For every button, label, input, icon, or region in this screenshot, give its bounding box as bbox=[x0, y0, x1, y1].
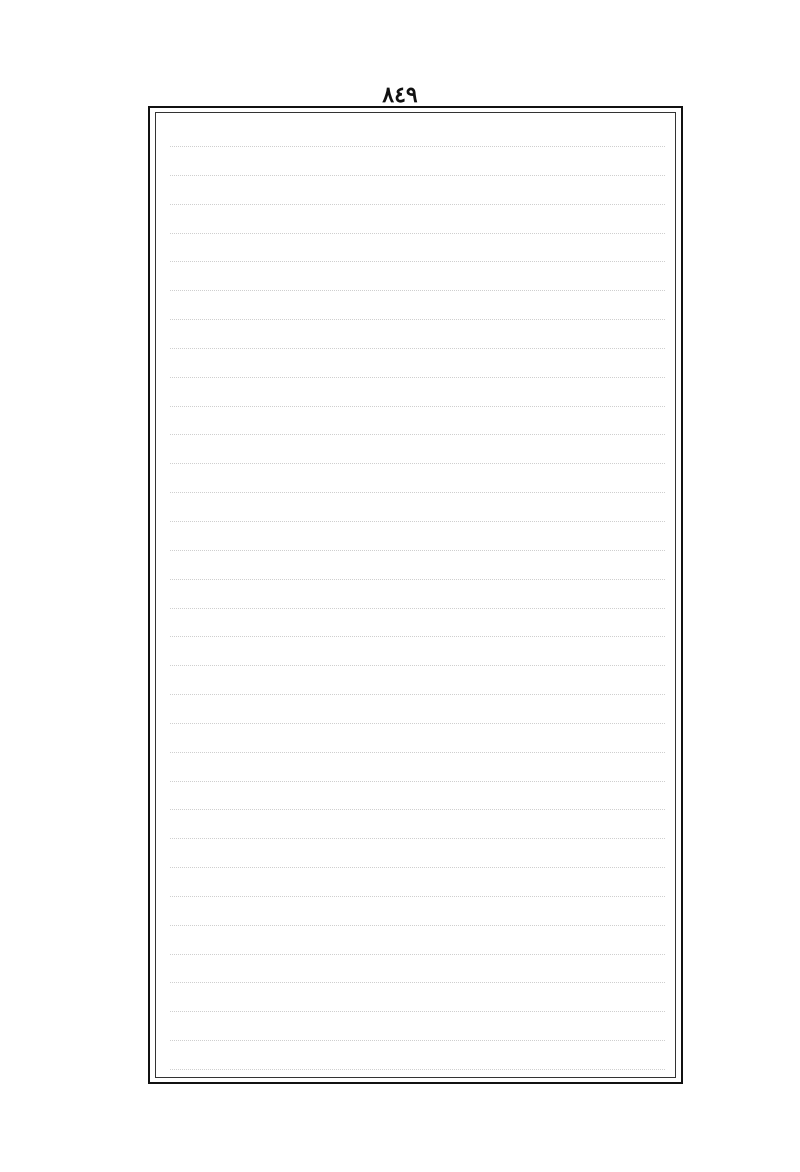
text-line bbox=[170, 149, 665, 176]
text-line bbox=[170, 235, 665, 262]
text-line bbox=[170, 928, 665, 955]
text-line bbox=[170, 1043, 665, 1070]
text-line bbox=[170, 1014, 665, 1041]
text-line bbox=[170, 812, 665, 839]
text-line bbox=[170, 322, 665, 349]
text-line bbox=[170, 697, 665, 724]
text-line bbox=[170, 783, 665, 810]
text-line bbox=[170, 207, 665, 234]
text-line bbox=[170, 841, 665, 868]
text-line bbox=[170, 610, 665, 637]
text-line bbox=[170, 437, 665, 464]
text-line bbox=[170, 466, 665, 493]
text-line bbox=[170, 553, 665, 580]
main-text bbox=[170, 120, 665, 1070]
text-line bbox=[170, 639, 665, 666]
text-line bbox=[170, 524, 665, 551]
text-line bbox=[170, 956, 665, 983]
text-line bbox=[170, 582, 665, 609]
text-line bbox=[170, 985, 665, 1012]
text-line bbox=[170, 120, 665, 147]
page-number: ٨٤٩ bbox=[382, 82, 418, 108]
text-line bbox=[170, 178, 665, 205]
text-line bbox=[170, 899, 665, 926]
text-line bbox=[170, 293, 665, 320]
text-line bbox=[170, 351, 665, 378]
text-line bbox=[170, 380, 665, 407]
text-line bbox=[170, 264, 665, 291]
text-line bbox=[170, 668, 665, 695]
text-line bbox=[170, 755, 665, 782]
text-line bbox=[170, 870, 665, 897]
text-line bbox=[170, 408, 665, 435]
text-line bbox=[170, 495, 665, 522]
text-line bbox=[170, 726, 665, 753]
